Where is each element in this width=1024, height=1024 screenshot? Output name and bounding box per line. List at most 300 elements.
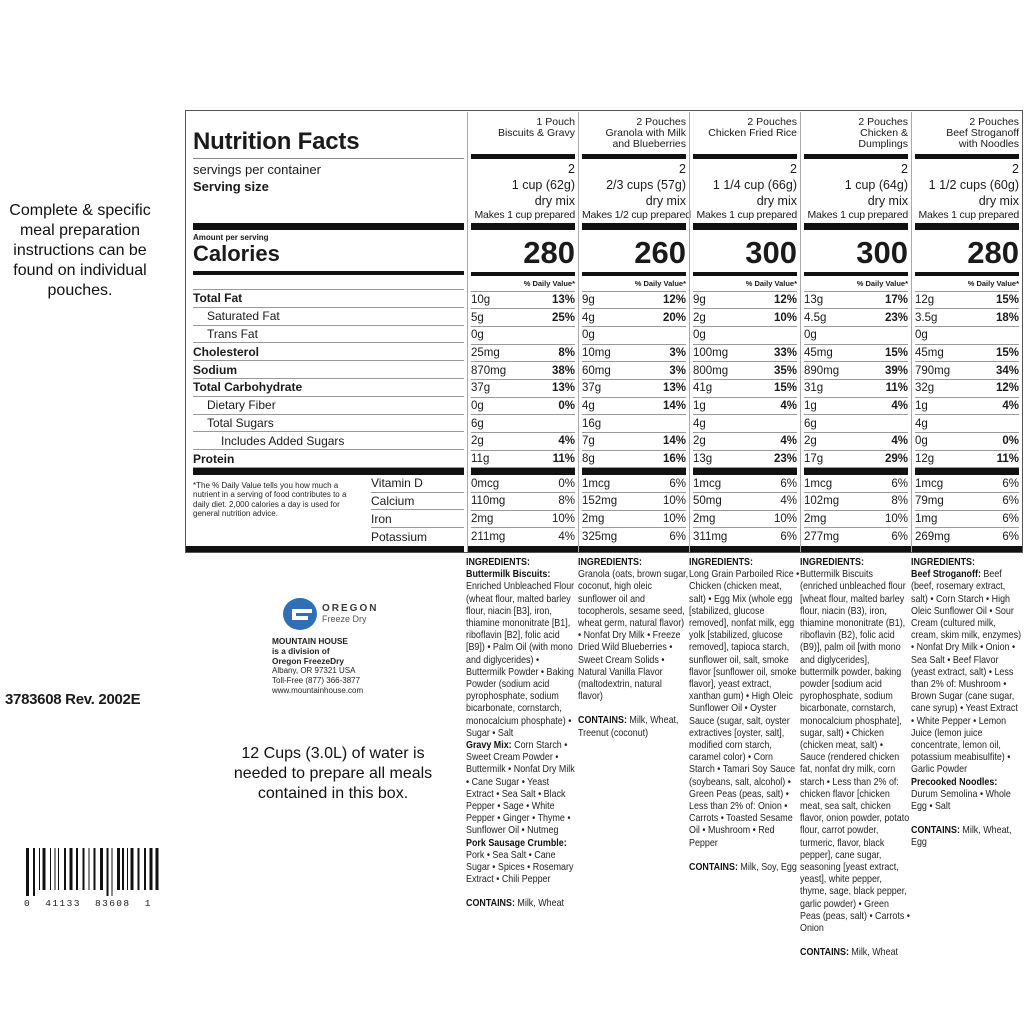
nutrient-amount: 6g <box>804 417 817 430</box>
ingredients-column <box>466 556 577 918</box>
nutrient-amount: 4.5g <box>804 311 827 324</box>
nutrient-amount: 31g <box>804 382 824 395</box>
ingredients-column <box>578 556 689 918</box>
barcode-bar <box>117 848 120 890</box>
product-name-line: Granola with Milk <box>605 127 686 139</box>
nutrient-value-row <box>804 292 908 310</box>
product-column <box>467 112 578 552</box>
nutrient-value-row <box>693 292 797 310</box>
servings-label: servings per container <box>193 161 321 177</box>
nutrient-amount: 7g <box>582 435 595 448</box>
ingredients-text <box>800 556 911 959</box>
ingredient-text: Beef (beef, rosemary extract, salt) • Corn Starch • High Oleic Sunflower Oil • Sour Cream (cultured milk, cream, skim milk, enzymes) • Nonfat Dry Milk • Onion • Sea Salt • Beef Flavor (yeast extract, salt) • Less than 2% of: Mushroom • Brown Sugar (cane sugar, cane syrup) • Yeast Extract • White Pepper • Lemon Juice (lemon juice concentrate, lemon oil, potassium meabisulfite) • Garlic Powder <box>911 568 1022 776</box>
nutrient-value-row <box>582 309 686 327</box>
barcode-bar <box>83 848 85 890</box>
divider-bottom <box>468 546 578 552</box>
dry-mix-note: dry mix <box>978 193 1019 208</box>
nutrient-amount: 1g <box>804 400 817 413</box>
ingredient-heading: Gravy Mix: <box>466 739 512 752</box>
barcode-bar <box>156 848 159 890</box>
nutrient-label: Saturated Fat <box>193 308 464 326</box>
nutrient-amount: 41g <box>693 382 713 395</box>
calories-value: 300 <box>856 235 908 271</box>
nutrient-value-row <box>915 292 1019 310</box>
nutrient-value-row <box>693 451 797 469</box>
serving-info <box>915 159 1019 224</box>
divider-thick <box>582 468 686 475</box>
barcode-bar <box>150 848 153 890</box>
barcode-bar <box>55 848 56 890</box>
nutrient-value-row <box>915 433 1019 451</box>
nutrient-value-row <box>582 398 686 416</box>
nutrient-daily-percent: 3% <box>669 347 686 360</box>
nutrient-value-row <box>471 309 575 327</box>
nutrient-daily-percent: 15% <box>773 382 797 395</box>
dry-mix-note: dry mix <box>756 193 797 208</box>
vitamin-value-row <box>915 511 1019 529</box>
vitamin-amount: 79mg <box>915 495 944 508</box>
prepared-amount: Makes 1 cup prepared <box>918 208 1019 221</box>
barcode-bar <box>50 848 51 890</box>
ingredient-heading: Precooked Noodles: <box>911 775 998 788</box>
vitamin-daily-percent: 6% <box>669 477 686 490</box>
nutrient-daily-percent: 3% <box>669 364 686 377</box>
nutrient-daily-percent: 13% <box>551 294 575 307</box>
ingredient-paragraph <box>578 714 689 738</box>
preparation-note: Complete & specific meal preparation instructions can be found on individual pouches. <box>9 202 151 299</box>
product-name-line: Dumplings <box>858 138 908 150</box>
nutrient-daily-percent: 15% <box>995 347 1019 360</box>
vitamin-amount: 0mcg <box>471 477 500 490</box>
nutrient-daily-percent: 12% <box>662 294 686 307</box>
divider-thick <box>804 223 908 230</box>
company-logo-block <box>262 596 402 696</box>
vitamin-amount: 1mg <box>915 513 938 526</box>
vitamin-value-row <box>693 528 797 546</box>
barcode-bar <box>64 848 66 890</box>
nutrient-value-row <box>471 327 575 345</box>
vitamin-amount: 152mg <box>582 495 618 508</box>
serving-size: 2/3 cups (57g) <box>606 177 686 192</box>
servings-per-container: 2 <box>568 161 575 176</box>
serving-size-label: Serving size <box>193 178 269 194</box>
nutrient-value-row <box>804 398 908 416</box>
nutrient-value-row <box>582 451 686 469</box>
vitamin-value-row <box>582 493 686 511</box>
vitamin-amount: 2mg <box>693 513 716 526</box>
nutrient-daily-percent: 33% <box>773 347 797 360</box>
nutrient-amount: 4g <box>582 400 595 413</box>
nutrient-amount: 60mg <box>582 364 611 377</box>
nutrient-value-row <box>471 362 575 380</box>
nutrient-value-row <box>915 415 1019 433</box>
nutrient-labels-column <box>186 112 467 552</box>
ingredient-text: Long Grain Parboiled Rice • Chicken (chicken meat, salt) • Egg Mix (whole egg [stabilized, glucose removed], nonfat milk, egg yolk [stabilized, glucose removed], tapioca starch, sunflower oil, salt, smoke flavor [sunflower oil, smoke flavor], yeast extract, xanthan gum) • High Oleic Sunflower Oil • Oyster Sauce (sugar, salt, oyster extractives [oyster, salt], modified corn starch, caramel color) • Corn Starch • Tamari Soy Sauce (soybeans, salt, alcohol) • Green Peas (peas, salt) • Less than 2% of: Onion • Carrots • Toasted Sesame Oil • Mushroom • Red Pepper <box>689 568 800 849</box>
nutrient-value-row <box>693 398 797 416</box>
divider-thick <box>693 223 797 230</box>
vitamin-daily-percent: 10% <box>551 513 575 526</box>
vitamin-amount: 325mg <box>582 531 618 544</box>
nutrient-amount: 1g <box>915 400 928 413</box>
nutrient-daily-percent: 10% <box>773 311 797 324</box>
nutrient-amount: 13g <box>693 453 713 466</box>
ingredient-text: Milk, Wheat, Treenut (coconut) <box>578 714 679 739</box>
nutrient-value-row <box>804 309 908 327</box>
nutrient-amount: 45mg <box>915 347 944 360</box>
divider-thick <box>804 468 908 475</box>
nutrient-value-row <box>471 415 575 433</box>
vitamin-label: Calcium <box>371 493 464 511</box>
serving-info <box>582 159 691 224</box>
servings-per-container: 2 <box>679 161 686 176</box>
nutrient-value-row <box>582 345 686 363</box>
ingredient-paragraph <box>466 837 577 886</box>
ingredient-paragraph <box>466 739 577 837</box>
nutrient-daily-percent: 13% <box>662 382 686 395</box>
ingredient-heading: CONTAINS: <box>689 860 738 873</box>
nutrient-amount: 3.5g <box>915 311 938 324</box>
ingredients-text <box>689 556 800 873</box>
barcode-bar <box>131 848 134 890</box>
servings-per-container: 2 <box>1012 161 1019 176</box>
calories-value: 280 <box>967 235 1019 271</box>
nutrient-label: Includes Added Sugars <box>193 432 464 450</box>
ingredient-paragraph <box>911 568 1022 775</box>
product-name <box>804 112 908 154</box>
product-name-line: 2 Pouches <box>747 116 797 128</box>
ingredient-paragraph <box>466 556 577 568</box>
product-name-line: 2 Pouches <box>969 116 1019 128</box>
nutrient-amount: 2g <box>693 435 706 448</box>
product-name <box>693 112 797 154</box>
vitamin-daily-percent: 10% <box>773 513 797 526</box>
vitamin-amount: 1mcg <box>582 477 611 490</box>
product-name-line: Chicken Fried Rice <box>708 127 797 139</box>
ingredients-column <box>800 556 911 959</box>
nutrient-value-row <box>804 345 908 363</box>
vitamin-amount: 1mcg <box>693 477 722 490</box>
servings-per-container: 2 <box>790 161 797 176</box>
vitamin-value-row <box>693 511 797 529</box>
ingredient-paragraph <box>800 946 911 958</box>
nutrient-value-row <box>471 380 575 398</box>
serving-size: 1 1/4 cup (66g) <box>712 177 797 192</box>
nutrient-label: Protein <box>193 450 464 468</box>
nutrient-value-row <box>915 362 1019 380</box>
serving-info <box>804 159 908 224</box>
nutrient-amount: 9g <box>582 294 595 307</box>
nutrient-value-row <box>582 415 686 433</box>
vitamin-amount: 211mg <box>471 531 506 544</box>
ingredient-heading: INGREDIENTS: <box>689 556 753 568</box>
vitamin-value-row <box>915 493 1019 511</box>
serving-size: 1 cup (64g) <box>844 177 908 192</box>
ingredient-paragraph <box>578 556 689 568</box>
barcode-bar <box>76 848 78 890</box>
nutrient-amount: 4g <box>915 417 928 430</box>
divider-thick <box>471 468 575 475</box>
company-name: MOUNTAIN HOUSE <box>272 636 348 646</box>
nutrient-daily-percent: 12% <box>995 382 1019 395</box>
nutrient-amount: 2g <box>471 435 484 448</box>
vitamin-daily-percent: 6% <box>669 531 686 544</box>
prepared-amount: Makes 1 cup prepared <box>807 208 908 221</box>
nutrient-amount: 12g <box>915 294 935 307</box>
vitamin-daily-percent: 0% <box>558 477 575 490</box>
servings-per-container: 2 <box>901 161 908 176</box>
divider-bottom <box>912 546 1022 552</box>
barcode-bar <box>70 848 73 890</box>
barcode-bar <box>43 848 46 890</box>
nutrient-daily-percent: 23% <box>773 453 797 466</box>
nutrient-label: Trans Fat <box>193 326 464 344</box>
calories-value: 300 <box>745 235 797 271</box>
nutrient-value-row <box>693 380 797 398</box>
nutrient-value-row <box>915 345 1019 363</box>
nutrient-daily-percent: 15% <box>884 347 908 360</box>
ingredients-column <box>689 556 800 918</box>
vitamin-daily-percent: 6% <box>891 531 908 544</box>
nutrient-daily-percent: 14% <box>662 435 686 448</box>
nutrient-amount: 0g <box>471 329 484 342</box>
nutrient-amount: 2g <box>804 435 817 448</box>
ingredient-paragraph <box>800 568 911 934</box>
vitamin-value-row <box>471 528 575 546</box>
vitamin-value-row <box>582 475 686 493</box>
ingredients-text <box>578 556 689 739</box>
nutrient-daily-percent: 17% <box>884 294 908 307</box>
vitamin-value-row <box>915 528 1019 546</box>
nutrient-value-row <box>804 415 908 433</box>
product-name-line: 2 Pouches <box>858 116 908 128</box>
nutrient-amount: 6g <box>471 417 484 430</box>
ingredient-text: Pork • Sea Salt • Cane Sugar • Spices • Rosemary Extract • Chili Pepper <box>466 848 574 886</box>
serving-info <box>471 159 575 224</box>
nutrient-daily-percent: 0% <box>1002 435 1019 448</box>
barcode-bar <box>138 848 140 890</box>
prepared-amount: Makes 1 cup prepared <box>696 208 797 221</box>
vitamin-daily-percent: 6% <box>891 477 908 490</box>
nutrient-amount: 4g <box>693 417 706 430</box>
nutrient-daily-percent: 38% <box>551 364 575 377</box>
ingredient-paragraph <box>800 556 911 568</box>
divider-thick <box>915 223 1019 230</box>
nutrient-daily-percent: 4% <box>891 400 908 413</box>
vitamin-daily-percent: 4% <box>558 531 575 544</box>
ingredient-paragraph <box>466 897 577 909</box>
vitamin-daily-percent: 6% <box>1002 477 1019 490</box>
ingredient-heading: INGREDIENTS: <box>578 556 642 568</box>
vitamin-label: Vitamin D <box>371 475 464 493</box>
ingredient-paragraph <box>689 568 800 849</box>
ingredient-heading: CONTAINS: <box>800 946 849 959</box>
ingredient-heading: Pork Sausage Crumble: <box>466 836 567 849</box>
nutrient-amount: 12g <box>915 453 935 466</box>
logo-brand-top: OREGON <box>322 603 379 614</box>
nutrient-label: Total Carbohydrate <box>193 379 464 397</box>
nutrient-value-row <box>471 451 575 469</box>
nutrient-daily-percent: 8% <box>558 347 575 360</box>
product-name-line: with Noodles <box>958 138 1019 150</box>
vitamin-amount: 50mg <box>693 495 722 508</box>
vitamin-amount: 1mcg <box>915 477 944 490</box>
ingredient-text: Milk, Wheat <box>517 897 565 910</box>
serving-info <box>693 159 797 224</box>
vitamin-value-row <box>804 528 908 546</box>
nutrient-amount: 10g <box>471 294 491 307</box>
nutrient-value-row <box>915 398 1019 416</box>
vitamin-daily-percent: 8% <box>558 495 575 508</box>
ingredients-column <box>911 556 1022 918</box>
divider-bottom <box>690 546 800 552</box>
ingredient-paragraph <box>911 556 1022 568</box>
nutrient-label: Total Sugars <box>193 415 464 433</box>
division-text: is a division of <box>272 646 330 656</box>
nutrient-amount: 1g <box>693 400 706 413</box>
nutrient-amount: 13g <box>804 294 824 307</box>
nutrient-value-row <box>804 380 908 398</box>
oregon-freeze-dry-logo-icon <box>282 597 318 631</box>
nutrient-amount: 890mg <box>804 364 840 377</box>
ingredient-text: Buttermilk Biscuits (enriched unbleached flour [wheat flour, malted barley flour, niacin (B3), iron, thiamine mononitrate (B1), riboflavin (B2), folic acid (B9)], palm oil [with mono and diglycerides], buttermilk powder, baking powder [sodium acid pyrophosphate, sodium bicarbonate, cornstarch, monocalcium phosphate], sugar, salt) • Chicken (chicken meat, salt) • Sauce (rendered chicken fat, nonfat dry milk, corn starch • Less than 2% of: chicken flavor [chicken meat, sea salt, chicken flavor, onion powder, potato flour, carrot powder, turmeric, flavor, black pepper], cane sugar, seasoning [yeast extract, yeast], white pepper, thyme, sage, black pepper, garlic powder) • Green Peas (peas, salt) • Carrots • Onion <box>800 568 910 935</box>
nutrient-value-row <box>804 433 908 451</box>
daily-value-footnote: *The % Daily Value tells you how much a nutrient in a serving of food contributes to a daily diet. 2,000 calories a day is used for general nutrition advice. <box>193 480 347 519</box>
nutrient-value-row <box>804 327 908 345</box>
ingredients-text <box>911 556 1022 849</box>
vitamin-daily-percent: 4% <box>780 495 797 508</box>
vitamin-value-row <box>693 493 797 511</box>
logo-brand-bottom: Freeze Dry <box>322 614 367 624</box>
nutrient-value-row <box>804 451 908 469</box>
barcode-bar <box>33 848 35 896</box>
vitamin-value-row <box>471 511 575 529</box>
divider-thick <box>193 223 464 230</box>
calories-value: 280 <box>523 235 575 271</box>
nutrient-daily-percent: 20% <box>662 311 686 324</box>
nutrient-daily-percent: 4% <box>558 435 575 448</box>
vitamin-daily-percent: 6% <box>780 531 797 544</box>
vitamin-amount: 2mg <box>804 513 827 526</box>
dry-mix-note: dry mix <box>645 193 686 208</box>
vitamin-amount: 2mg <box>471 513 494 526</box>
divider-bottom <box>186 546 464 552</box>
vitamin-amount: 277mg <box>804 531 840 544</box>
vitamin-amount: 102mg <box>804 495 840 508</box>
nutrient-amount: 790mg <box>915 364 951 377</box>
nutrient-amount: 10mg <box>582 347 611 360</box>
barcode-bars <box>24 848 160 896</box>
ingredient-text: Durum Semolina • Whole Egg • Salt <box>911 787 1011 813</box>
barcode-bar <box>127 848 128 890</box>
nutrient-value-row <box>582 362 686 380</box>
nutrient-amount: 5g <box>471 311 484 324</box>
nutrient-value-row <box>693 362 797 380</box>
vitamin-daily-percent: 8% <box>891 495 908 508</box>
product-name-line: Beef Stroganoff <box>946 127 1019 139</box>
nutrient-amount: 2g <box>693 311 706 324</box>
barcode-bar <box>26 848 29 896</box>
divider-thick <box>915 468 1019 475</box>
nutrient-value-row <box>693 327 797 345</box>
vitamin-amount: 269mg <box>915 531 951 544</box>
daily-value-header: % Daily Value* <box>915 276 1019 292</box>
product-name-line: and Blueberries <box>612 138 686 150</box>
nutrient-label: Cholesterol <box>193 343 464 361</box>
nutrition-facts-label <box>185 110 1023 553</box>
vitamin-daily-percent: 6% <box>1002 513 1019 526</box>
barcode-bar <box>122 848 124 890</box>
divider-thick <box>471 223 575 230</box>
barcode-digits: 0 41133 83608 1 <box>24 898 152 909</box>
ingredient-paragraph <box>911 776 1022 813</box>
nutrient-amount: 0g <box>471 400 484 413</box>
ingredient-heading: Buttermilk Biscuits: <box>466 568 551 581</box>
nutrient-amount: 32g <box>915 382 935 395</box>
nutrient-daily-percent: 0% <box>558 400 575 413</box>
product-name-line: 1 Pouch <box>536 116 575 128</box>
nutrient-value-row <box>915 380 1019 398</box>
nutrient-daily-percent: 23% <box>884 311 908 324</box>
vitamin-value-row <box>582 511 686 529</box>
dry-mix-note: dry mix <box>867 193 908 208</box>
ingredient-heading: INGREDIENTS: <box>911 556 975 568</box>
product-column <box>800 112 911 552</box>
ingredient-heading: CONTAINS: <box>466 897 515 910</box>
nutrient-daily-percent: 11% <box>552 453 575 466</box>
nutrient-amount: 0g <box>915 329 928 342</box>
nutrient-amount: 37g <box>471 382 491 395</box>
vitamin-amount: 311mg <box>693 531 728 544</box>
nutrient-amount: 8g <box>582 453 595 466</box>
vitamin-amount: 1mcg <box>804 477 833 490</box>
nutrient-label: Dietary Fiber <box>193 397 464 415</box>
nutrient-amount: 0g <box>915 435 928 448</box>
prepared-amount: Makes 1 cup prepared <box>474 208 575 221</box>
nutrient-value-row <box>471 292 575 310</box>
daily-value-header: % Daily Value* <box>804 276 908 292</box>
nutrient-value-row <box>915 327 1019 345</box>
ingredient-text: Milk, Wheat <box>851 946 899 959</box>
vitamin-value-row <box>804 493 908 511</box>
nutrient-amount: 0g <box>582 329 595 342</box>
nutrient-daily-percent: 35% <box>773 364 797 377</box>
nutrient-amount: 11g <box>471 453 490 466</box>
nutrient-value-row <box>693 433 797 451</box>
vitamin-value-row <box>471 493 575 511</box>
nutrient-daily-percent: 4% <box>1002 400 1019 413</box>
nutrient-value-row <box>693 415 797 433</box>
product-column <box>578 112 689 552</box>
nutrient-value-row <box>582 433 686 451</box>
vitamin-value-row <box>804 475 908 493</box>
nutrient-daily-percent: 18% <box>995 311 1019 324</box>
ingredient-paragraph <box>911 824 1022 848</box>
ingredients-text <box>466 556 577 910</box>
nutrient-value-row <box>471 433 575 451</box>
product-name-line: 2 Pouches <box>636 116 686 128</box>
nutrient-value-row <box>582 380 686 398</box>
prepared-amount: Makes 1/2 cup prepared <box>582 208 691 221</box>
ingredient-text: Milk, Wheat, Egg <box>911 824 1012 849</box>
daily-value-header: % Daily Value* <box>471 276 575 292</box>
nutrient-daily-percent: 4% <box>891 435 908 448</box>
water-note: 12 Cups (3.0L) of water is needed to prepare all meals contained in this box. <box>233 745 433 802</box>
product-name-line: Chicken & <box>860 127 908 139</box>
ingredient-heading: Beef Stroganoff: <box>911 568 981 581</box>
website: www.mountainhouse.com <box>272 686 364 695</box>
daily-value-header: % Daily Value* <box>582 276 686 292</box>
barcode-bar <box>94 848 96 890</box>
